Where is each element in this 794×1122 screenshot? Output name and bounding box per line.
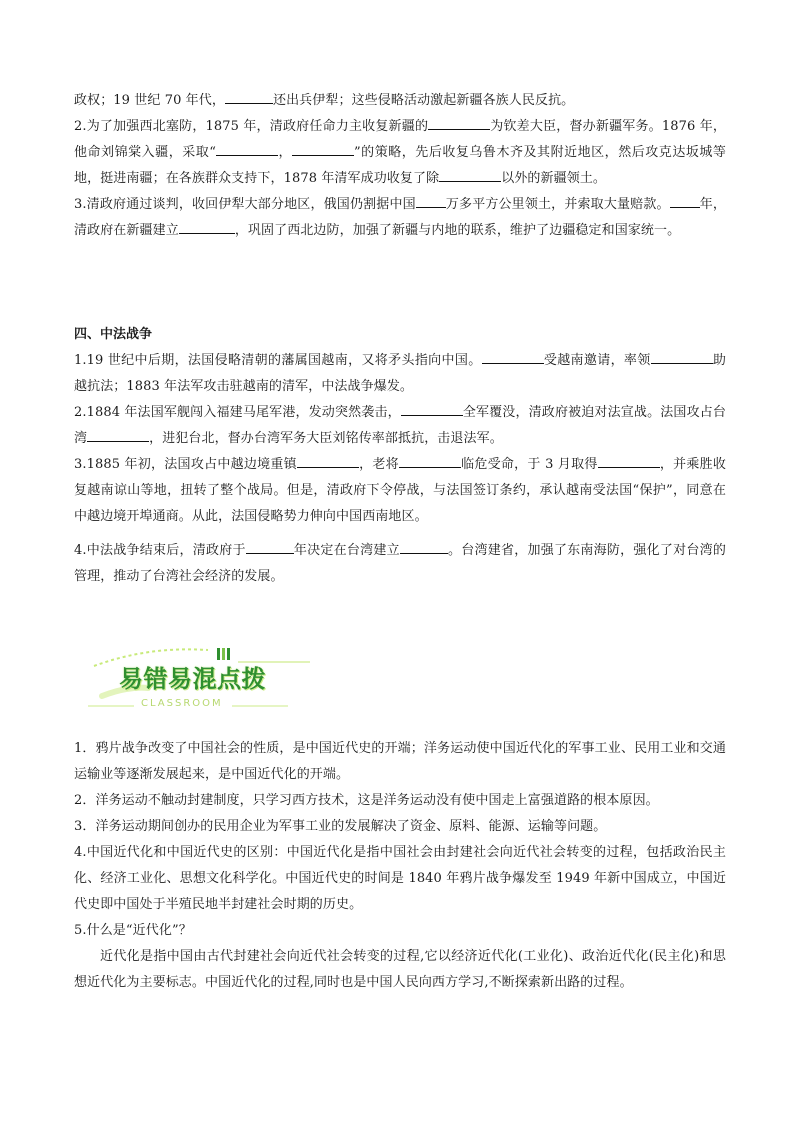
fill-blank[interactable] [428, 117, 490, 130]
tip-item: 5.什么是“近代化”？ [74, 923, 192, 938]
fill-blank[interactable] [400, 541, 448, 554]
paragraph: 1.19 世纪中后期，法国侵略清朝的藩属国越南，又将矛头指向中国。 受越南邀请，率领 助越抗法；1883 年法军攻击驻越南的清军，中法战争爆发。 [74, 353, 726, 394]
fill-blank[interactable] [246, 541, 294, 554]
tip-item: 2．洋务运动不触动封建制度，只学习西方技术，这是洋务运动没有使中国走上富强道路的根本原因。 [74, 793, 659, 808]
paragraph: 政权；19 世纪 70 年代， 还出兵伊犁；这些侵略活动激起新疆各族人民反抗。 [74, 93, 575, 108]
fill-blank[interactable] [416, 195, 446, 208]
tip-item: 4.中国近代化和中国近代史的区别：中国近代化是指中国社会由封建社会向近代社会转变的过程，包括政治民主化、经济工业化、思想文化科学化。中国近代史的时间是 1840 年鸦片战争爆发至 1949 年新中国成立，中国近代史即中国处于半殖民地半封建社会时期的历史。 [74, 845, 726, 912]
fill-blank[interactable] [225, 91, 273, 104]
tip-item: 近代化是指中国由古代封建社会向近代社会转变的过程,它以经济近代化(工业化)、政治近代化(民主化)和思想近代化为主要标志。中国近代化的过程,同时也是中国人民向西方学习,不断探索新出路的过程。 [74, 949, 726, 990]
tip-item: 3．洋务运动期间创办的民用企业为军事工业的发展解决了资金、原料、能源、运输等问题。 [74, 819, 607, 834]
paragraph: 2.1884 年法国军舰闯入福建马尾军港，发动突然袭击， 全军覆没，清政府被迫对法宣战。法国攻占台湾 ，进犯台北，督办台湾军务大臣刘铭传率部抵抗，击退法军。 [74, 405, 726, 446]
fill-blank[interactable] [439, 169, 501, 182]
fill-blank[interactable] [297, 455, 359, 468]
fill-blank[interactable] [87, 429, 149, 442]
section-heading: 四、中法战争 [74, 327, 153, 342]
banner-subtitle: CLASSROOM [141, 698, 223, 709]
section-sino-french-war [74, 322, 726, 590]
fill-blank[interactable] [651, 351, 713, 364]
paragraph: 3.清政府通过谈判，收回伊犁大部分地区，俄国仍割据中国 万多平方公里领土，并索取大量赔款。 年，清政府在新疆建立 ，巩固了西北边防，加强了新疆与内地的联系，维护了边疆稳定和国家统一。 [74, 197, 727, 238]
banner-title: 易错易混点拨 [119, 665, 266, 693]
paragraph: 2.为了加强西北塞防，1875 年，清政府任命力主收复新疆的 为钦差大臣，督办新疆军务。1876 年，他命刘锦棠入疆，采取“ ， ”的策略，先后收复乌鲁木齐及其附近地区，然后攻克达坂城等地，挺进南疆；在各族群众支持下，1878 年清军成功收复了除 以外的新疆领土。 [74, 119, 726, 186]
fill-blank[interactable] [598, 455, 660, 468]
fill-blank[interactable] [670, 195, 700, 208]
fill-blank[interactable] [401, 403, 463, 416]
fill-blank[interactable] [399, 455, 461, 468]
fill-blank[interactable] [216, 143, 278, 156]
fill-blank[interactable] [482, 351, 544, 364]
tip-item: 1．鸦片战争改变了中国社会的性质，是中国近代史的开端；洋务运动使中国近代化的军事工业、民用工业和交通运输业等逐渐发展起来，是中国近代化的开端。 [74, 741, 726, 782]
paragraph: 4.中法战争结束后，清政府于 年决定在台湾建立 。台湾建省，加强了东南海防，强化了对台湾的管理，推动了台湾社会经济的发展。 [74, 543, 726, 584]
fill-blank[interactable] [292, 143, 354, 156]
tips-banner [88, 636, 324, 720]
fill-blank[interactable] [179, 221, 235, 234]
paragraph: 3.1885 年初，法国攻占中越边境重镇 ，老将 临危受命，于 3 月取得 ，并乘胜收复越南谅山等地，扭转了整个战局。但是，清政府下令停战，与法国签订条约，承认越南受法国“保护”，同意在中越边境开埠通商。从此，法国侵略势力伸向中国西南地区。 [74, 457, 726, 524]
tips-list [74, 736, 726, 996]
section-xinjiang [74, 88, 726, 244]
